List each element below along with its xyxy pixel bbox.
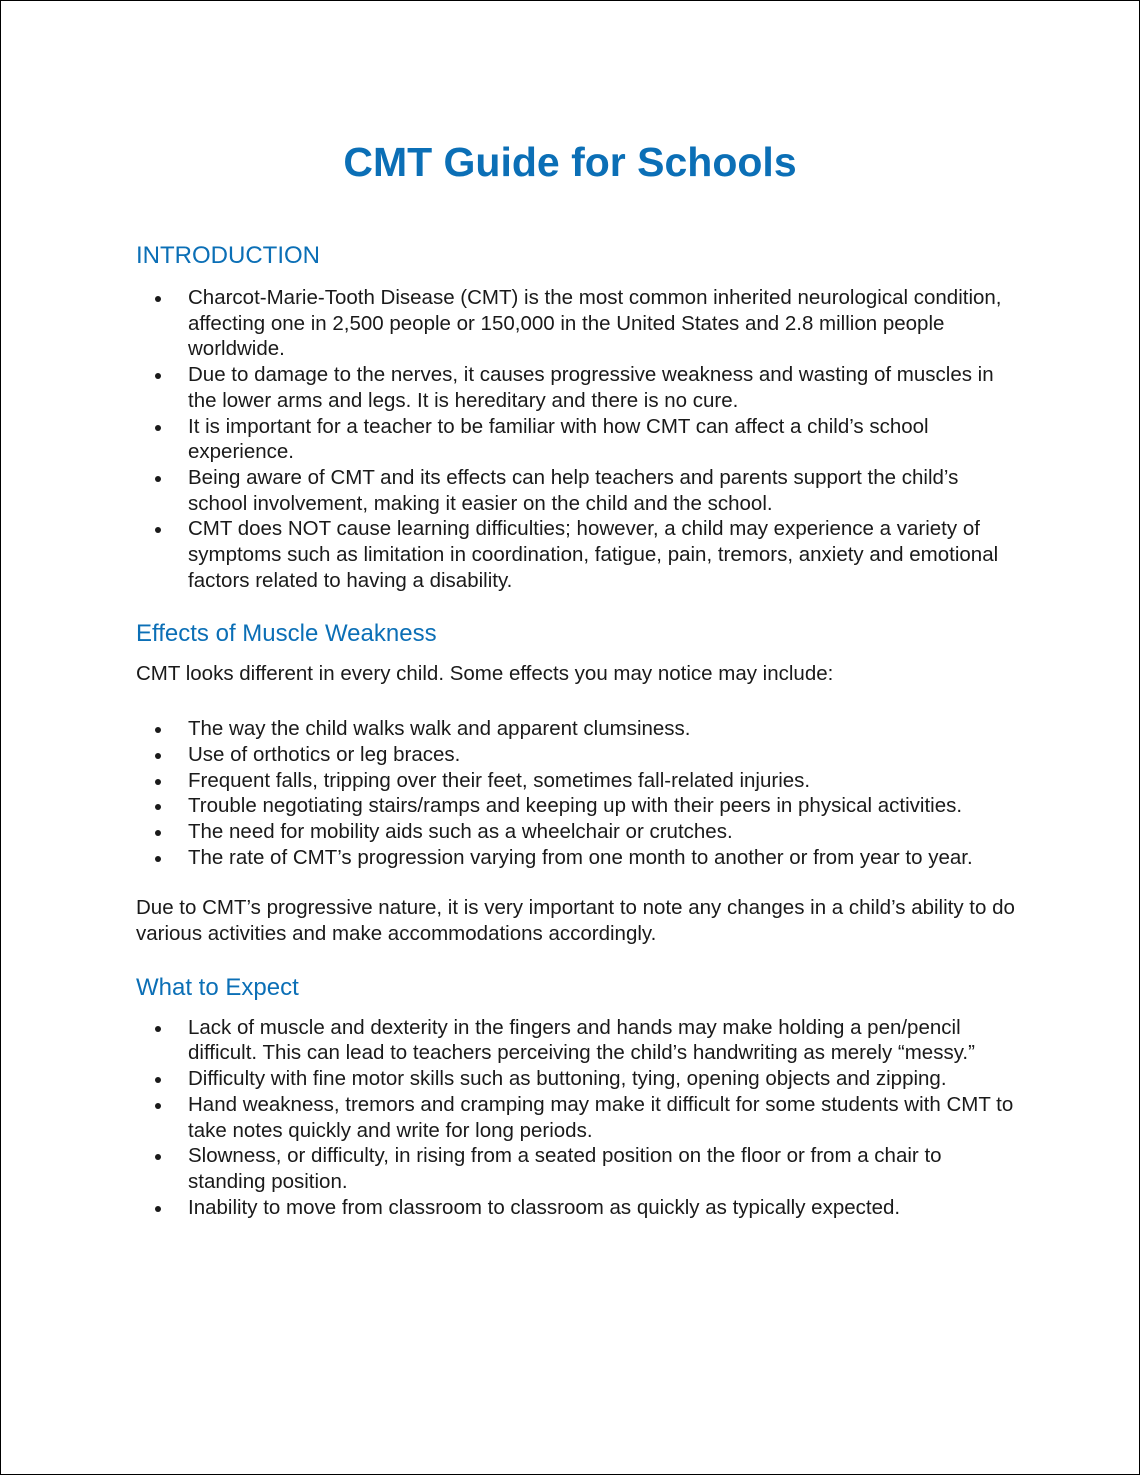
bullet-icon xyxy=(155,779,161,785)
list-item xyxy=(136,742,1016,768)
effects-outro-paragraph: Due to CMT’s progressive nature, it is very important to note any changes in a child’s ability to do various activities and make accommodations accordingly. xyxy=(136,896,1015,946)
bullet-icon xyxy=(155,527,161,533)
bullet-icon xyxy=(155,476,161,482)
list-item-text: Lack of muscle and dexterity in the fingers and hands may make holding a pen/pencil difficult. This can lead to teachers perceiving the child’s handwriting as merely “messy.” xyxy=(188,1015,975,1065)
bullet-icon xyxy=(155,753,161,759)
bullet-icon xyxy=(155,804,161,810)
introduction-list xyxy=(136,285,1016,593)
bullet-icon xyxy=(155,1154,161,1160)
list-item-text: Charcot-Marie-Tooth Disease (CMT) is the most common inherited neurological condition, affecting one in 2,500 people or 150,000 in the United States and 2.8 million people worldwide. xyxy=(188,286,1002,361)
bullet-icon xyxy=(155,373,161,379)
list-item xyxy=(136,819,1016,845)
page-title: CMT Guide for Schools xyxy=(343,139,797,185)
bullet-icon xyxy=(155,856,161,862)
list-item xyxy=(136,1143,1016,1194)
list-item-text: The need for mobility aids such as a wheelchair or crutches. xyxy=(188,819,733,843)
list-item-text: Use of orthotics or leg braces. xyxy=(188,742,461,766)
section-heading-introduction: INTRODUCTION xyxy=(136,242,320,269)
bullet-icon xyxy=(155,1206,161,1212)
list-item xyxy=(136,516,1016,593)
list-item xyxy=(136,285,1016,362)
list-item xyxy=(136,768,1016,794)
bullet-icon xyxy=(155,1077,161,1083)
list-item-text: Inability to move from classroom to classroom as quickly as typically expected. xyxy=(188,1195,901,1219)
effects-intro-paragraph: CMT looks different in every child. Some effects you may notice may include: xyxy=(136,662,834,686)
what-to-expect-list xyxy=(136,1015,1016,1221)
section-heading-effects: Effects of Muscle Weakness xyxy=(136,620,437,648)
list-item-text: The way the child walks walk and apparent clumsiness. xyxy=(188,717,691,741)
list-item-text: Difficulty with fine motor skills such as buttoning, tying, opening objects and zipping. xyxy=(188,1067,947,1091)
list-item-text: Being aware of CMT and its effects can help teachers and parents support the child’s school involvement, making it easier on the child and the school. xyxy=(188,465,959,515)
bullet-icon xyxy=(155,296,161,302)
list-item-text: Trouble negotiating stairs/ramps and keeping up with their peers in physical activities. xyxy=(188,794,963,818)
list-item xyxy=(136,465,1016,516)
effects-list xyxy=(136,716,1016,870)
list-item-text: Slowness, or difficulty, in rising from a seated position on the floor or from a chair to standing position. xyxy=(188,1144,942,1193)
section-heading-what-to-expect: What to Expect xyxy=(136,973,299,1001)
list-item xyxy=(136,1092,1016,1143)
list-item-text: CMT does NOT cause learning difficulties; however, a child may experience a variety of symptoms such as limitation in coordination, fatigue, pain, tremors, anxiety and emotional factors related to having a disability. xyxy=(188,517,999,592)
document-body xyxy=(136,241,1016,1220)
list-item xyxy=(136,1066,1016,1092)
bullet-icon xyxy=(155,425,161,431)
list-item xyxy=(136,1015,1016,1066)
list-item-text: The rate of CMT’s progression varying from one month to another or from year to year. xyxy=(188,845,973,869)
list-item xyxy=(136,1195,1016,1221)
list-item-text: Due to damage to the nerves, it causes progressive weakness and wasting of muscles in the lower arms and legs. It is hereditary and there is no cure. xyxy=(188,363,994,412)
list-item xyxy=(136,845,1016,871)
list-item-text: Frequent falls, tripping over their feet, sometimes fall-related injuries. xyxy=(188,768,811,792)
list-item xyxy=(136,793,1016,819)
list-item xyxy=(136,716,1016,742)
bullet-icon xyxy=(155,1026,161,1032)
bullet-icon xyxy=(155,727,161,733)
list-item xyxy=(136,414,1016,465)
list-item xyxy=(136,362,1016,413)
bullet-icon xyxy=(155,1103,161,1109)
list-item-text: It is important for a teacher to be familiar with how CMT can affect a child’s school experience. xyxy=(188,414,929,464)
list-item-text: Hand weakness, tremors and cramping may make it difficult for some students with CMT to take notes quickly and write for long periods. xyxy=(188,1092,1014,1142)
bullet-icon xyxy=(155,830,161,836)
